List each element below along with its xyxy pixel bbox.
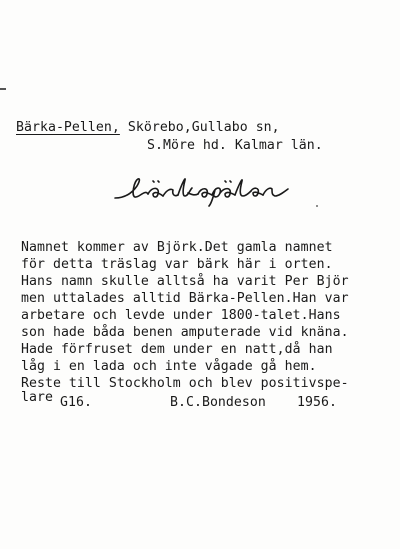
body-line: för detta träslag var bärk här i orten. (21, 257, 333, 272)
body-line: Hans namn skulle alltså ha varit Per Björ (21, 274, 349, 289)
collector-name: B.C.Bondeson (170, 395, 266, 410)
body-line: låg i en lada och inte vågade gå hem. (21, 359, 317, 374)
archive-number: G16. (60, 395, 92, 410)
body-line: Namnet kommer av Björk.Det gamla namnet (21, 240, 333, 255)
header-line-1 (16, 121, 280, 134)
body-line-last: lare (21, 390, 53, 405)
edge-mark (0, 88, 6, 90)
handwritten-signature-image (112, 172, 302, 208)
header-region: S.Möre hd. Kalmar län. (147, 138, 323, 153)
body-line: son hade båda benen amputerade vid knäna. (21, 325, 349, 340)
header-place: Skörebo,Gullabo sn, (119, 120, 280, 135)
record-year: 1956. (297, 395, 337, 410)
body-line: men uttalades alltid Bärka-Pellen.Han var (21, 291, 349, 306)
body-line: Reste till Stockholm och blev positivspe- (21, 376, 349, 391)
body-line: Hade förfruset dem under en natt,då han (21, 342, 333, 357)
ink-speck (316, 205, 318, 207)
body-line: arbetare och levde under 1800-talet.Hans (21, 308, 341, 323)
nickname-title: Bärka-Pellen, (16, 120, 120, 135)
